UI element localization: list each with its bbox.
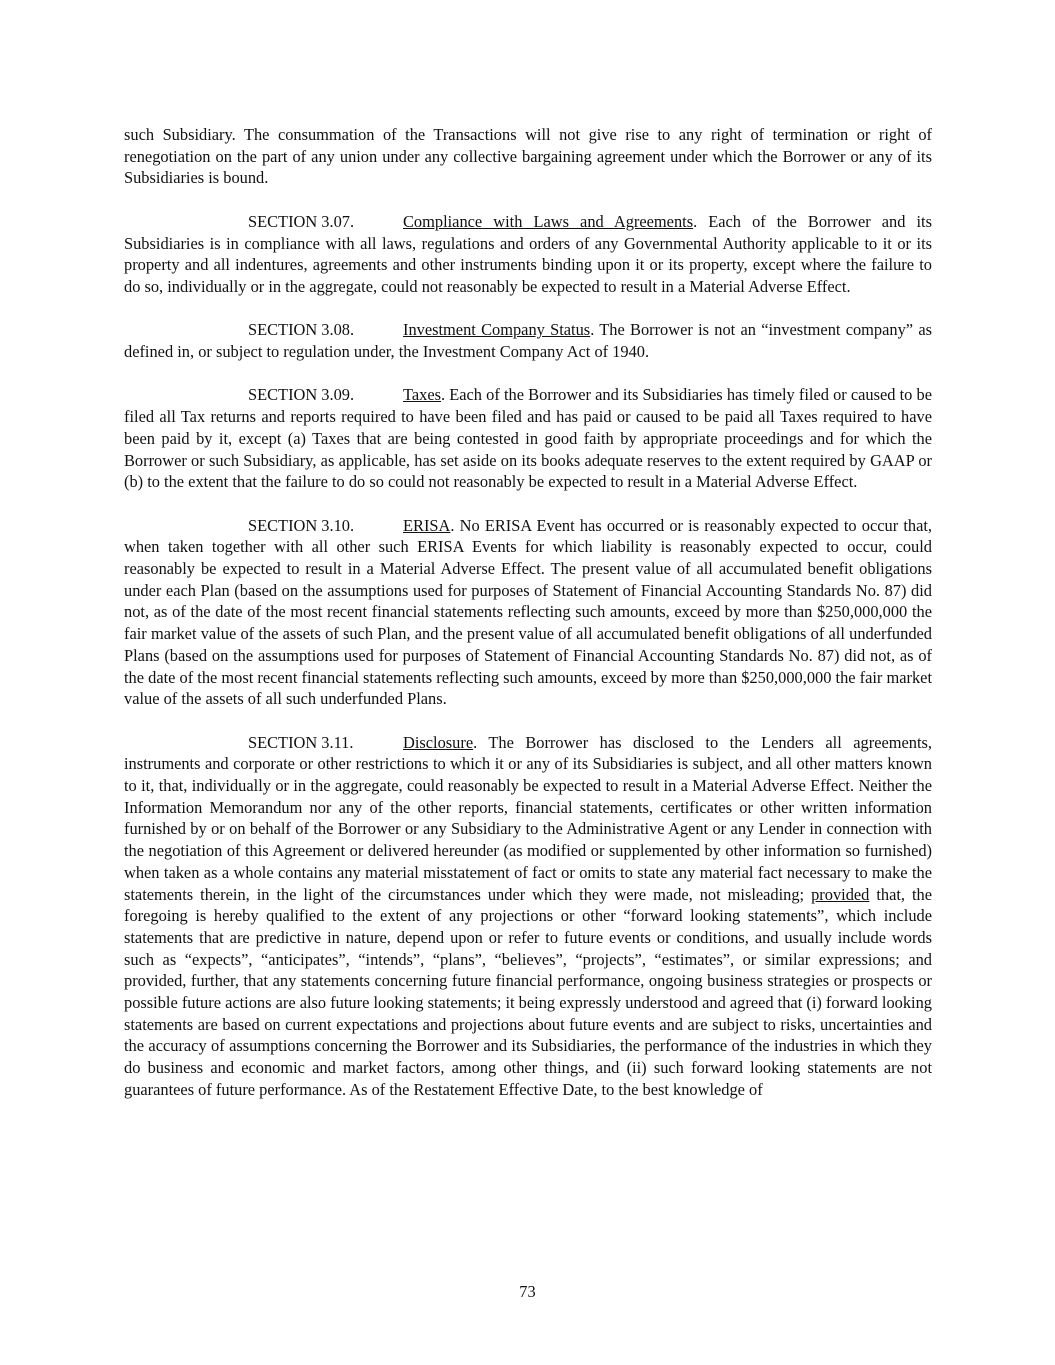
section-number: SECTION 3.10. xyxy=(248,515,355,535)
section-heading: Compliance with Laws and Agreements xyxy=(403,211,694,231)
provided-term: provided xyxy=(811,884,870,904)
section-3-11-paragraph xyxy=(124,732,932,1101)
section-text: . The Borrower has disclosed to the Lenders all agreements, instruments and corporate or other restrictions to which it or any of its Subsidiaries is subject, and all other matters known to it, that, individually or in the aggregate, could reasonably be expected to result in a Material Adverse Effect. Neither the Information Memorandum nor any of the other reports, financial statements, certificates or other written information furnished by or on behalf of the Borrower or any Subsidiary to the Administrative Agent or any Lender in connection with the negotiation of this Agreement or delivered hereunder (as modified or supplemented by other information so furnished) when taken as a whole contains any material misstatement of fact or omits to state any material fact necessary to make the statements therein, in the light of the circumstances under which they were made, not misleading; xyxy=(124,732,932,904)
section-heading: Disclosure xyxy=(403,732,474,752)
continuation-paragraph xyxy=(124,124,932,189)
section-number: SECTION 3.11. xyxy=(248,732,354,752)
section-3-10-paragraph xyxy=(124,515,932,710)
section-3-08-paragraph xyxy=(124,319,932,362)
section-number: SECTION 3.08. xyxy=(248,320,355,340)
section-text: . No ERISA Event has occurred or is reasonably expected to occur that, when taken together with all other such ERISA Events for which liability is reasonably expected to occur, could reasonably be expected to result in a Material Adverse Effect. The present value of all accumulated benefit obligations under each Plan (based on the assumptions used for purposes of Statement of Financial Accounting Standards No. 87) did not, as of the date of the most recent financial statements reflecting such amounts, exceed by more than $250,000,000 the fair market value of the assets of such Plan, and the present value of all accumulated benefit obligations of all underfunded Plans (based on the assumptions used for purposes of Statement of Financial Accounting Standards No. 87) did not, as of the date of the most recent financial statements reflecting such amounts, exceed by more than $250,000,000 the fair market value of the assets of all such underfunded Plans. xyxy=(124,515,932,709)
section-number: SECTION 3.09. xyxy=(248,385,355,405)
section-heading: Investment Company Status xyxy=(403,320,591,340)
section-3-07-paragraph xyxy=(124,211,932,298)
section-text: . The Borrower is not an “investment company” as defined in, or subject to regulation under, the Investment Company Act of 1940. xyxy=(124,320,932,361)
section-text: . Each of the Borrower and its Subsidiaries is in compliance with all laws, regulations and orders of any Governmental Authority applicable to it or its property and all indentures, agreements and other instruments binding upon it or its property, except where the failure to do so, individually or in the aggregate, could not reasonably be expected to result in a Material Adverse Effect. xyxy=(124,211,932,296)
section-number: SECTION 3.07. xyxy=(248,211,355,231)
section-text: . Each of the Borrower and its Subsidiaries has timely filed or caused to be filed all Tax returns and reports required to have been filed and has paid or caused to be paid all Taxes required to have been paid by it, except (a) Taxes that are being contested in good faith by appropriate proceedings and for which the Borrower or such Subsidiary, as applicable, has set aside on its books adequate reserves to the extent required by GAAP or (b) to the extent that the failure to do so could not reasonably be expected to result in a Material Adverse Effect. xyxy=(124,385,932,492)
page-number: 73 xyxy=(519,1282,536,1301)
document-page xyxy=(124,124,932,1122)
section-heading: Taxes xyxy=(403,385,441,405)
section-heading: ERISA xyxy=(403,515,451,535)
section-text-continued: that, the foregoing is hereby qualified to the extent of any projections or other “forward looking statements”, which include statements that are predictive in nature, depend upon or refer to future events or conditions, and usually include words such as “expects”, “anticipates”, “intends”, “plans”, “believes”, “projects”, “estimates”, or similar expressions; and provided, further, that any statements concerning future financial performance, ongoing business strategies or prospects or possible future actions are also future looking statements; it being expressly understood and agreed that (i) forward looking statements are based on current expectations and projections about future events and are subject to risks, uncertainties and the accuracy of assumptions concerning the Borrower and its Subsidiaries, the performance of the industries in which they do business and economic and market factors, among other things, and (ii) such forward looking statements are not guarantees of future performance. As of the Restatement Effective Date, to the best knowledge of xyxy=(124,884,932,1099)
section-3-09-paragraph xyxy=(124,384,932,493)
continuation-text: such Subsidiary. The consummation of the Transactions will not give rise to any right of termination or right of renegotiation on the part of any union under any collective bargaining agreement under which the Borrower or any of its Subsidiaries is bound. xyxy=(124,125,932,188)
